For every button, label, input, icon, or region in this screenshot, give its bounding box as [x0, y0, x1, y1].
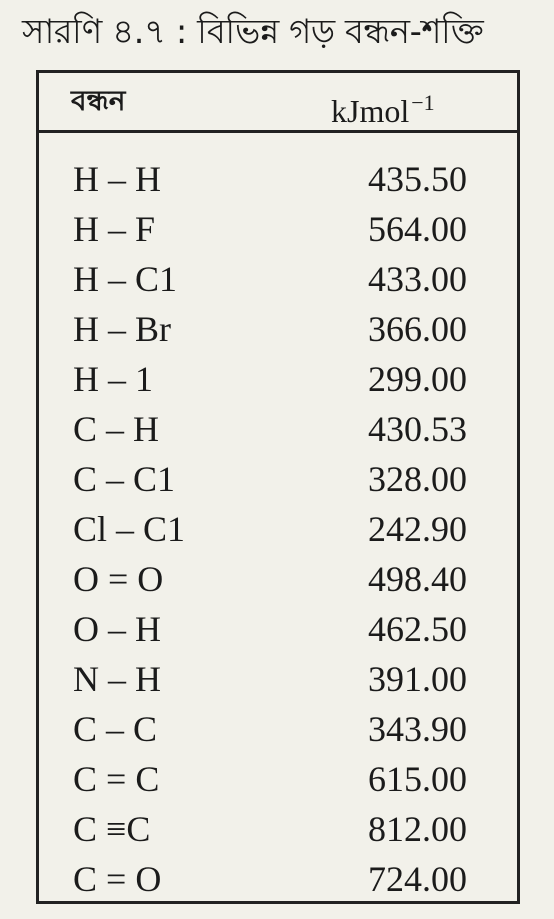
table-body: [39, 153, 517, 903]
bond-cell: C = O: [73, 859, 162, 899]
bond-cell: Cl – C1: [73, 509, 186, 549]
bond-cell: H – Br: [73, 309, 171, 349]
table-row: [39, 203, 517, 253]
table-row: [39, 503, 517, 553]
bond-cell: O – H: [73, 609, 161, 649]
header-unit-exponent: −1: [411, 90, 435, 115]
bond-cell: C – C: [73, 709, 158, 749]
energy-cell: 462.50: [368, 609, 467, 649]
table-row: [39, 753, 517, 803]
energy-cell: 430.53: [368, 409, 467, 449]
table-header-row: [39, 73, 517, 133]
table-row: [39, 153, 517, 203]
energy-cell: 435.50: [368, 159, 467, 199]
energy-cell: 564.00: [368, 209, 467, 249]
energy-cell: 343.90: [368, 709, 467, 749]
energy-cell: 433.00: [368, 259, 467, 299]
bond-cell: H – F: [73, 209, 156, 249]
table-caption: সারণি ৪.৭ : বিভিন্ন গড় বন্ধন-শক্তি: [22, 12, 484, 52]
bond-cell: C – C1: [73, 459, 176, 499]
bond-cell: H – 1: [73, 359, 153, 399]
energy-cell: 812.00: [368, 809, 467, 849]
energy-cell: 366.00: [368, 309, 467, 349]
energy-cell: 615.00: [368, 759, 467, 799]
energy-cell: 328.00: [368, 459, 467, 499]
table-row: [39, 403, 517, 453]
energy-cell: 391.00: [368, 659, 467, 699]
table-row: [39, 653, 517, 703]
energy-cell: 724.00: [368, 859, 467, 899]
bond-cell: N – H: [73, 659, 161, 699]
bond-cell: O = O: [73, 559, 164, 599]
energy-cell: 498.40: [368, 559, 467, 599]
bond-cell: C = C: [73, 759, 160, 799]
table-row: [39, 803, 517, 853]
table-row: [39, 603, 517, 653]
table-row: [39, 853, 517, 903]
table-row: [39, 453, 517, 503]
bond-cell: C – H: [73, 409, 160, 449]
table-row: [39, 553, 517, 603]
bond-energy-table: [36, 70, 520, 904]
table-row: [39, 353, 517, 403]
bond-cell: H – H: [73, 159, 161, 199]
bond-cell: C ≡C: [73, 809, 151, 849]
table-row: [39, 703, 517, 753]
energy-cell: 242.90: [368, 509, 467, 549]
header-unit: [331, 83, 435, 131]
table-row: [39, 253, 517, 303]
energy-cell: 299.00: [368, 359, 467, 399]
table-row: [39, 303, 517, 353]
bond-cell: H – C1: [73, 259, 178, 299]
header-bond: বন্ধন: [71, 84, 126, 117]
header-unit-text: kJmol: [331, 93, 410, 129]
